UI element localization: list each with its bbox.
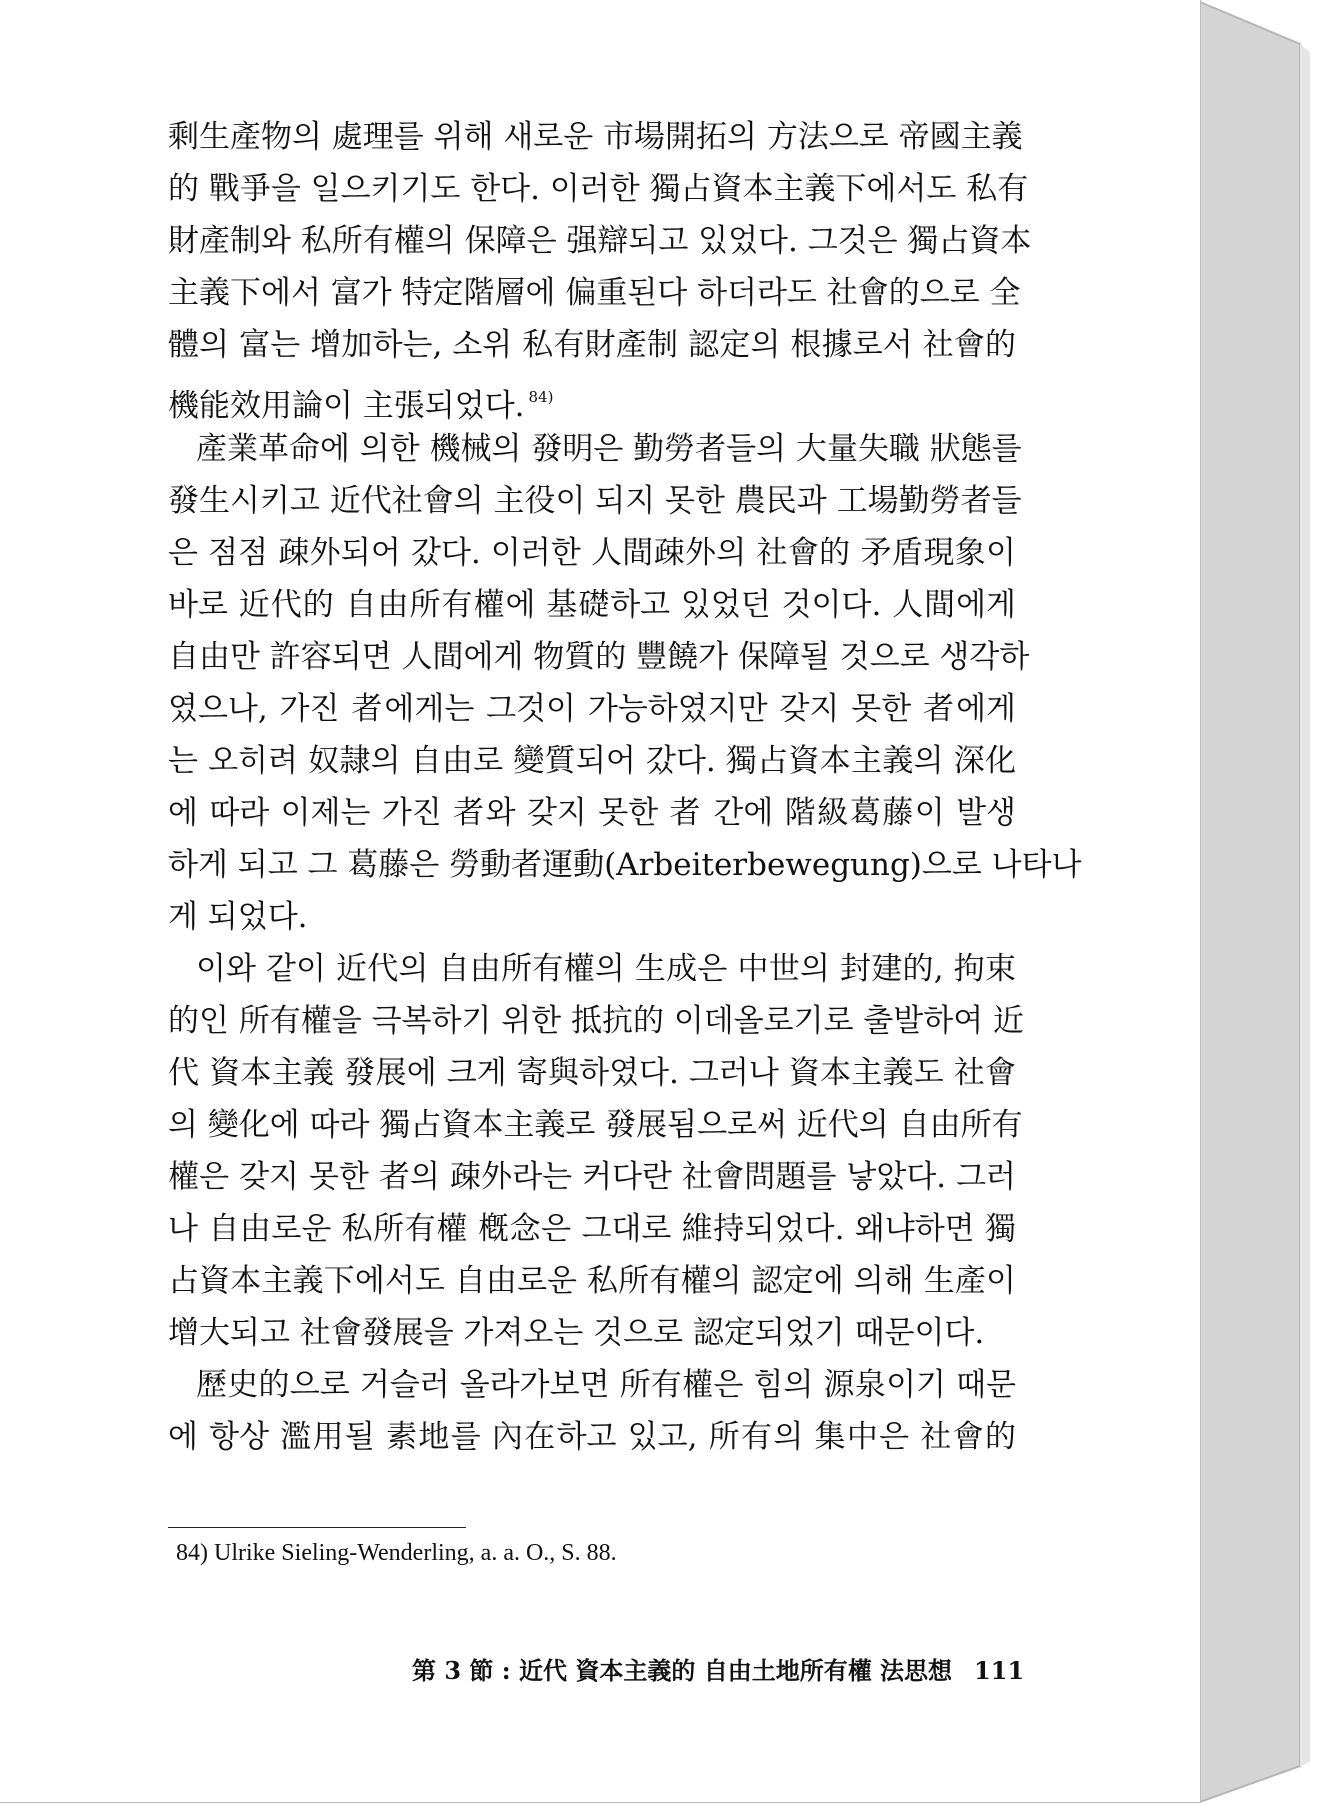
- chapter-section-title: 第 3 節 : 近代 資本主義的 自由土地所有權 法思想: [412, 1656, 953, 1685]
- body-line: 에 따라 이제는 가진 者와 갖지 못한 者 간에 階級葛藤이 발생: [168, 795, 1016, 831]
- body-line: 機能效用論이 主張되었다.: [168, 388, 525, 424]
- body-line: 自由만 許容되면 人間에게 物質的 豐饒가 保障될 것으로 생각하: [168, 639, 1030, 675]
- body-line: 權은 갖지 못한 者의 疎外라는 커다란 社會問題를 낳았다. 그러: [168, 1159, 1016, 1195]
- body-line: 는 오히려 奴隷의 自由로 變質되어 갔다. 獨占資本主義의 深化: [168, 743, 1016, 779]
- body-line: 에 항상 濫用될 素地를 內在하고 있고, 所有의 集中은 社會的: [168, 1419, 1016, 1455]
- body-line: 財產制와 私所有權의 保障은 强辯되고 있었다. 그것은 獨占資本: [168, 223, 1032, 259]
- paragraph-first-line: 產業革命에 의한 機械의 發明은 勤勞者들의 大量失職 狀態를: [196, 431, 1022, 467]
- body-line: 發生시키고 近代社會의 主役이 되지 못한 農民과 工場勤勞者들: [168, 483, 1022, 519]
- body-line: 體의 富는 增加하는, 소위 私有財產制 認定의 根據로서 社會的: [168, 327, 1016, 363]
- body-line: 占資本主義下에서도 自由로운 私所有權의 認定에 의해 生產이: [168, 1263, 1016, 1299]
- body-line: 增大되고 社會發展을 가져오는 것으로 認定되었기 때문이다.: [168, 1315, 985, 1351]
- body-line: 하게 되고 그 葛藤은 勞動者運動(Arbeiterbewegung)으로 나타나: [168, 847, 1082, 883]
- book-side-shadow: [1300, 44, 1310, 1766]
- body-line: 主義下에서 富가 特定階層에 偏重된다 하더라도 社會的으로 全: [168, 275, 1021, 311]
- body-line: 的인 所有權을 극복하기 위한 抵抗的 이데올로기로 출발하여 近: [168, 1003, 1025, 1039]
- body-line: 게 되었다.: [168, 899, 308, 935]
- running-footer: [412, 1656, 1024, 1686]
- body-line: 나 自由로운 私所有權 槪念은 그대로 維持되었다. 왜냐하면 獨: [168, 1211, 1016, 1247]
- page-number: 111: [974, 1656, 1025, 1685]
- body-line: 바로 近代的 自由所有權에 基礎하고 있었던 것이다. 人間에게: [168, 587, 1016, 623]
- book-right-edge: [1200, 2, 1300, 1802]
- body-line-with-footnote: [168, 377, 1016, 426]
- paragraph-first-line: 歷史的으로 거슬러 올라가보면 所有權은 힘의 源泉이기 때문: [196, 1367, 1016, 1403]
- body-line: 代 資本主義 發展에 크게 寄與하였다. 그러나 資本主義도 社會: [168, 1055, 1016, 1091]
- paragraph-first-line: 이와 같이 近代의 自由所有權의 生成은 中世의 封建的, 拘束: [196, 951, 1016, 987]
- body-line: 은 점점 疎外되어 갔다. 이러한 人間疎外의 社會的 矛盾現象이: [168, 535, 1016, 571]
- footnote-reference: 84): [528, 388, 554, 406]
- body-line: 의 變化에 따라 獨占資本主義로 發展됨으로써 近代의 自由所有: [168, 1107, 1023, 1143]
- footnote: 84) Ulrike Sieling-Wenderling, a. a. O., S. 88.: [176, 1540, 617, 1566]
- body-line: 的 戰爭을 일으키기도 한다. 이러한 獨占資本主義下에서도 私有: [168, 171, 1029, 207]
- body-line: 였으나, 가진 者에게는 그것이 가능하였지만 갖지 못한 者에게: [168, 691, 1016, 727]
- footnote-divider: [168, 1527, 466, 1528]
- body-line: 剩生產物의 處理를 위해 새로운 市場開拓의 方法으로 帝國主義: [168, 119, 1023, 155]
